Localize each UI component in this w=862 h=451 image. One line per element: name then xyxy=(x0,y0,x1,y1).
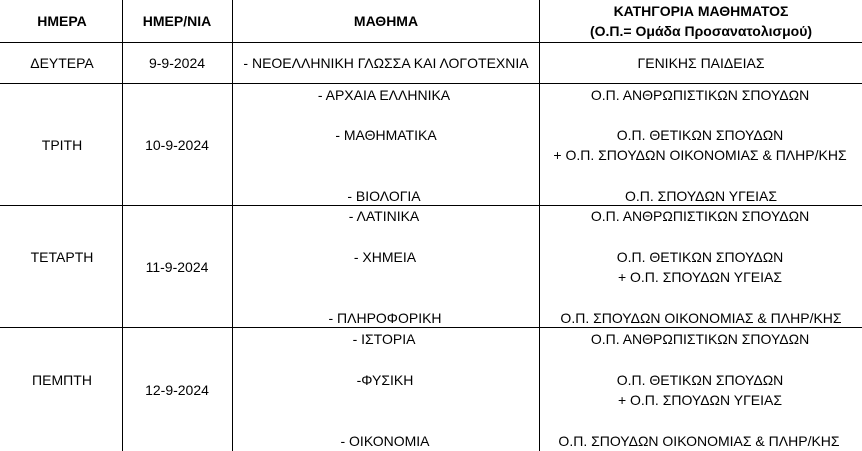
row-day: ΔΕΥΤΕΡΑ xyxy=(30,55,94,71)
header-category: ΚΑΤΗΓΟΡΙΑ ΜΑΘΗΜΑΤΟΣ xyxy=(613,3,789,19)
row-subject: - ΙΣΤΟΡΙΑ xyxy=(352,331,416,347)
row-date: 12-9-2024 xyxy=(145,382,209,398)
row-category: Ο.Π. ΑΝΘΡΩΠΙΣΤΙΚΩΝ ΣΠΟΥΔΩΝ xyxy=(590,208,810,224)
row-subject: - ΜΑΘΗΜΑΤΙΚΑ xyxy=(335,127,437,143)
column-border xyxy=(122,0,123,451)
row-subject: - ΛΑΤΙΝΙΚΑ xyxy=(348,208,420,224)
row-border xyxy=(0,327,862,328)
row-subject: - ΠΛΗΡΟΦΟΡΙΚΗ xyxy=(328,310,442,326)
row-category: Ο.Π. ΑΝΘΡΩΠΙΣΤΙΚΩΝ ΣΠΟΥΔΩΝ xyxy=(590,331,810,347)
row-border xyxy=(0,83,862,84)
row-date: 9-9-2024 xyxy=(148,55,206,71)
row-category: Ο.Π. ΣΠΟΥΔΩΝ ΥΓΕΙΑΣ xyxy=(624,188,778,204)
header-day: ΗΜΕΡΑ xyxy=(37,13,87,29)
row-category: Ο.Π. ΘΕΤΙΚΩΝ ΣΠΟΥΔΩΝ xyxy=(616,249,784,265)
row-category: Ο.Π. ΑΝΘΡΩΠΙΣΤΙΚΩΝ ΣΠΟΥΔΩΝ xyxy=(590,87,810,103)
row-category: + Ο.Π. ΣΠΟΥΔΩΝ ΥΓΕΙΑΣ xyxy=(617,392,783,408)
row-subject: - ΝΕΟΕΛΛΗΝΙΚΗ ΓΛΩΣΣΑ ΚΑΙ ΛΟΓΟΤΕΧΝΙΑ xyxy=(243,55,529,71)
row-day: ΤΕΤΑΡΤΗ xyxy=(30,249,94,265)
row-subject: -ΦΥΣΙΚΗ xyxy=(356,372,414,388)
row-date: 11-9-2024 xyxy=(145,259,209,275)
header-category-note: (Ο.Π.= Ομάδα Προσανατολισμού) xyxy=(589,23,813,39)
row-category: Ο.Π. ΘΕΤΙΚΩΝ ΣΠΟΥΔΩΝ xyxy=(616,127,784,143)
row-category: Ο.Π. ΣΠΟΥΔΩΝ ΟΙΚΟΝΟΜΙΑΣ & ΠΛΗΡ/ΚΗΣ xyxy=(560,310,842,326)
header-subject: ΜΑΘΗΜΑ xyxy=(353,13,419,29)
row-category: Ο.Π. ΣΠΟΥΔΩΝ ΟΙΚΟΝΟΜΙΑΣ & ΠΛΗΡ/ΚΗΣ xyxy=(558,433,840,449)
row-subject: - ΑΡΧΑΙΑ ΕΛΛΗΝΙΚΑ xyxy=(317,87,451,103)
row-subject: - ΧΗΜΕΙΑ xyxy=(353,249,417,265)
row-border xyxy=(0,42,862,43)
row-subject: - ΟΙΚΟΝΟΜΙΑ xyxy=(340,433,430,449)
row-category: Ο.Π. ΘΕΤΙΚΩΝ ΣΠΟΥΔΩΝ xyxy=(616,372,784,388)
row-day: ΤΡΙΤΗ xyxy=(41,137,83,153)
row-day: ΠΕΜΠΤΗ xyxy=(32,372,92,388)
column-border xyxy=(232,0,233,451)
row-category: + Ο.Π. ΣΠΟΥΔΩΝ ΟΙΚΟΝΟΜΙΑΣ & ΠΛΗΡ/ΚΗΣ xyxy=(553,147,847,163)
row-category: ΓΕΝΙΚΗΣ ΠΑΙΔΕΙΑΣ xyxy=(637,55,765,71)
row-category: + Ο.Π. ΣΠΟΥΔΩΝ ΥΓΕΙΑΣ xyxy=(617,269,783,285)
row-date: 10-9-2024 xyxy=(145,137,209,153)
header-date: ΗΜΕΡ/ΝΙΑ xyxy=(142,13,212,29)
row-subject: - ΒΙΟΛΟΓΙΑ xyxy=(347,188,421,204)
row-border xyxy=(0,205,862,206)
column-border xyxy=(539,0,540,451)
